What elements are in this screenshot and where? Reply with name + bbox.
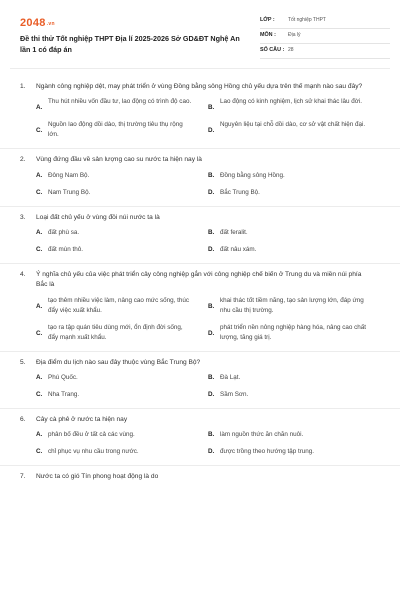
meta-value: Tốt nghiệp THPT [288, 17, 326, 24]
option-c[interactable] [36, 120, 208, 140]
question-text: Ngành công nghiệp dệt, may phát triển ở vùng Đồng bằng sông Hồng chủ yếu dựa trên thế mạnh nào sau đây? [36, 83, 363, 90]
option-d[interactable] [208, 390, 380, 400]
question-1 [0, 76, 400, 149]
option-letter: C. [36, 246, 43, 254]
question-stem [20, 149, 400, 168]
logo-number: 2048 [20, 17, 46, 29]
question-text: Ý nghĩa chủ yếu của việc phát triển cây công nghiệp gắn với công nghiệp chế biến ở Trung du và miền núi phía Bắc là [36, 271, 362, 289]
question-number: 4. [20, 271, 26, 279]
question-stem [20, 352, 400, 371]
question-stem [20, 76, 400, 95]
meta-row-class [260, 14, 390, 29]
question-number: 7. [20, 473, 26, 481]
option-letter: C. [36, 127, 43, 135]
question-2 [0, 149, 400, 206]
option-c[interactable] [36, 245, 208, 255]
option-text: được trồng theo hướng tập trung. [220, 448, 315, 456]
option-c[interactable] [36, 390, 208, 400]
meta-key: MÔN : [260, 32, 276, 39]
option-d[interactable] [208, 245, 380, 255]
option-text: Bắc Trung Bộ. [220, 188, 260, 196]
question-stem [20, 409, 400, 428]
header [10, 6, 390, 66]
option-text: Nguồn lao động dồi dào, thị trường tiêu thụ rộng lớn. [48, 121, 183, 139]
option-text: đất nâu xám. [220, 246, 257, 254]
option-letter: D. [208, 448, 215, 456]
option-letter: B. [208, 171, 215, 179]
option-text: đất feralit. [220, 228, 248, 236]
option-text: đất phù sa. [48, 228, 80, 236]
option-d[interactable] [208, 447, 380, 457]
question-7 [0, 466, 400, 485]
option-d[interactable] [208, 188, 380, 198]
meta-key: LỚP : [260, 17, 275, 24]
option-letter: A. [36, 374, 43, 381]
option-text: Đà Lạt. [220, 374, 241, 381]
answer-options [20, 294, 400, 351]
option-c[interactable] [36, 188, 208, 198]
option-a[interactable] [36, 171, 208, 181]
option-a[interactable] [36, 228, 208, 238]
option-b[interactable] [208, 373, 380, 383]
option-b[interactable] [208, 171, 380, 181]
option-b[interactable] [208, 228, 380, 238]
option-letter: B. [208, 228, 215, 236]
logo-tld: .vn [46, 21, 55, 27]
question-6 [0, 409, 400, 466]
option-text: chỉ phục vụ nhu cầu trong nước. [48, 448, 139, 456]
option-letter: D. [208, 127, 215, 135]
option-text: Nha Trang. [48, 391, 80, 399]
option-text: làm nguồn thức ăn chăn nuôi. [220, 431, 304, 439]
option-letter: A. [36, 228, 43, 236]
answer-options [20, 371, 400, 408]
option-text: Đông Nam Bộ. [48, 171, 90, 179]
meta-row-subject [260, 29, 390, 44]
question-text: Loại đất chủ yếu ở vùng đồi núi nước ta là [36, 213, 160, 221]
answer-options [20, 428, 400, 465]
option-c[interactable] [36, 323, 208, 343]
option-text: Thu hút nhiều vốn đầu tư, lao động có trình độ cao. [48, 98, 192, 106]
option-text: Sầm Sơn. [220, 391, 249, 399]
option-letter: B. [208, 302, 215, 310]
option-text: Lao động có kinh nghiệm, lịch sử khai thác lâu đời. [220, 98, 363, 106]
option-b[interactable] [208, 296, 380, 316]
question-number: 5. [20, 358, 26, 366]
option-d[interactable] [208, 120, 380, 140]
option-text: Nguyên liệu tại chỗ dồi dào, cơ sở vật chất hiện đại. [220, 121, 366, 129]
question-stem [20, 264, 400, 293]
option-d[interactable] [208, 323, 380, 343]
question-stem [20, 466, 400, 485]
meta-value: Địa lý [288, 32, 301, 39]
option-letter: C. [36, 448, 43, 456]
question-number: 2. [20, 156, 26, 164]
option-letter: C. [36, 391, 43, 399]
option-letter: A. [36, 171, 43, 179]
question-list [0, 76, 400, 486]
question-number: 3. [20, 213, 26, 221]
option-letter: B. [208, 374, 215, 381]
option-letter: D. [208, 188, 215, 196]
option-text: khai thác tốt tiềm năng, tạo sản lượng lớn, đáp ứng nhu cầu thị trường. [220, 296, 364, 314]
option-text: tạo thêm nhiều việc làm, nâng cao mức sống, thúc đẩy việc xuất khẩu. [48, 296, 190, 314]
question-3 [0, 207, 400, 264]
option-c[interactable] [36, 447, 208, 457]
question-text: Địa điểm du lịch nào sau đây thuộc vùng Bắc Trung Bộ? [36, 358, 201, 366]
exam-meta [260, 14, 390, 59]
option-b[interactable] [208, 430, 380, 440]
option-a[interactable] [36, 430, 208, 440]
option-letter: A. [36, 431, 43, 439]
option-letter: A. [36, 302, 43, 310]
option-letter: A. [36, 104, 43, 112]
answer-options [20, 226, 400, 263]
question-text: Nước ta có gió Tín phong hoạt động là do [36, 473, 159, 481]
option-letter: D. [208, 391, 215, 399]
question-number: 1. [20, 83, 26, 90]
question-stem [20, 207, 400, 226]
option-text: Phú Quốc. [48, 374, 78, 381]
option-letter: C. [36, 329, 43, 337]
question-4 [0, 264, 400, 352]
question-text: Vùng đứng đầu về sản lượng cao su nước ta hiện nay là [36, 156, 202, 164]
site-logo[interactable] [20, 16, 55, 32]
option-text: tạo ra tập quán tiêu dùng mới, ổn định đời sống, đẩy mạnh xuất khẩu. [48, 323, 183, 341]
option-text: phát triển nền nông nghiệp hàng hóa, nâng cao chất lượng, tăng giá trị. [220, 323, 366, 341]
meta-row-count [260, 44, 390, 59]
option-b[interactable] [208, 97, 380, 113]
exam-title: Đề thi thử Tốt nghiệp THPT Địa lí 2025-2026 Sở GD&ĐT Nghệ An lần 1 có đáp án [20, 34, 240, 54]
question-number: 6. [20, 416, 26, 424]
option-letter: C. [36, 188, 43, 196]
answer-options [20, 95, 400, 148]
option-text: đất mùn thô. [48, 246, 84, 254]
answer-options [20, 169, 400, 206]
option-a[interactable] [36, 296, 208, 316]
option-a[interactable] [36, 373, 208, 383]
option-letter: B. [208, 104, 215, 112]
meta-key: SỐ CÂU : [260, 47, 285, 54]
question-text: Cây cà phê ở nước ta hiện nay [36, 416, 128, 424]
header-divider [10, 68, 390, 69]
option-text: Nam Trung Bộ. [48, 188, 91, 196]
meta-value: 28 [288, 47, 294, 54]
option-letter: B. [208, 431, 215, 439]
option-text: phân bố đều ở tất cả các vùng. [48, 431, 135, 439]
question-5 [0, 352, 400, 409]
option-letter: D. [208, 246, 215, 254]
option-a[interactable] [36, 97, 208, 113]
option-letter: D. [208, 329, 215, 337]
option-text: Đồng bằng sông Hồng. [220, 171, 285, 179]
